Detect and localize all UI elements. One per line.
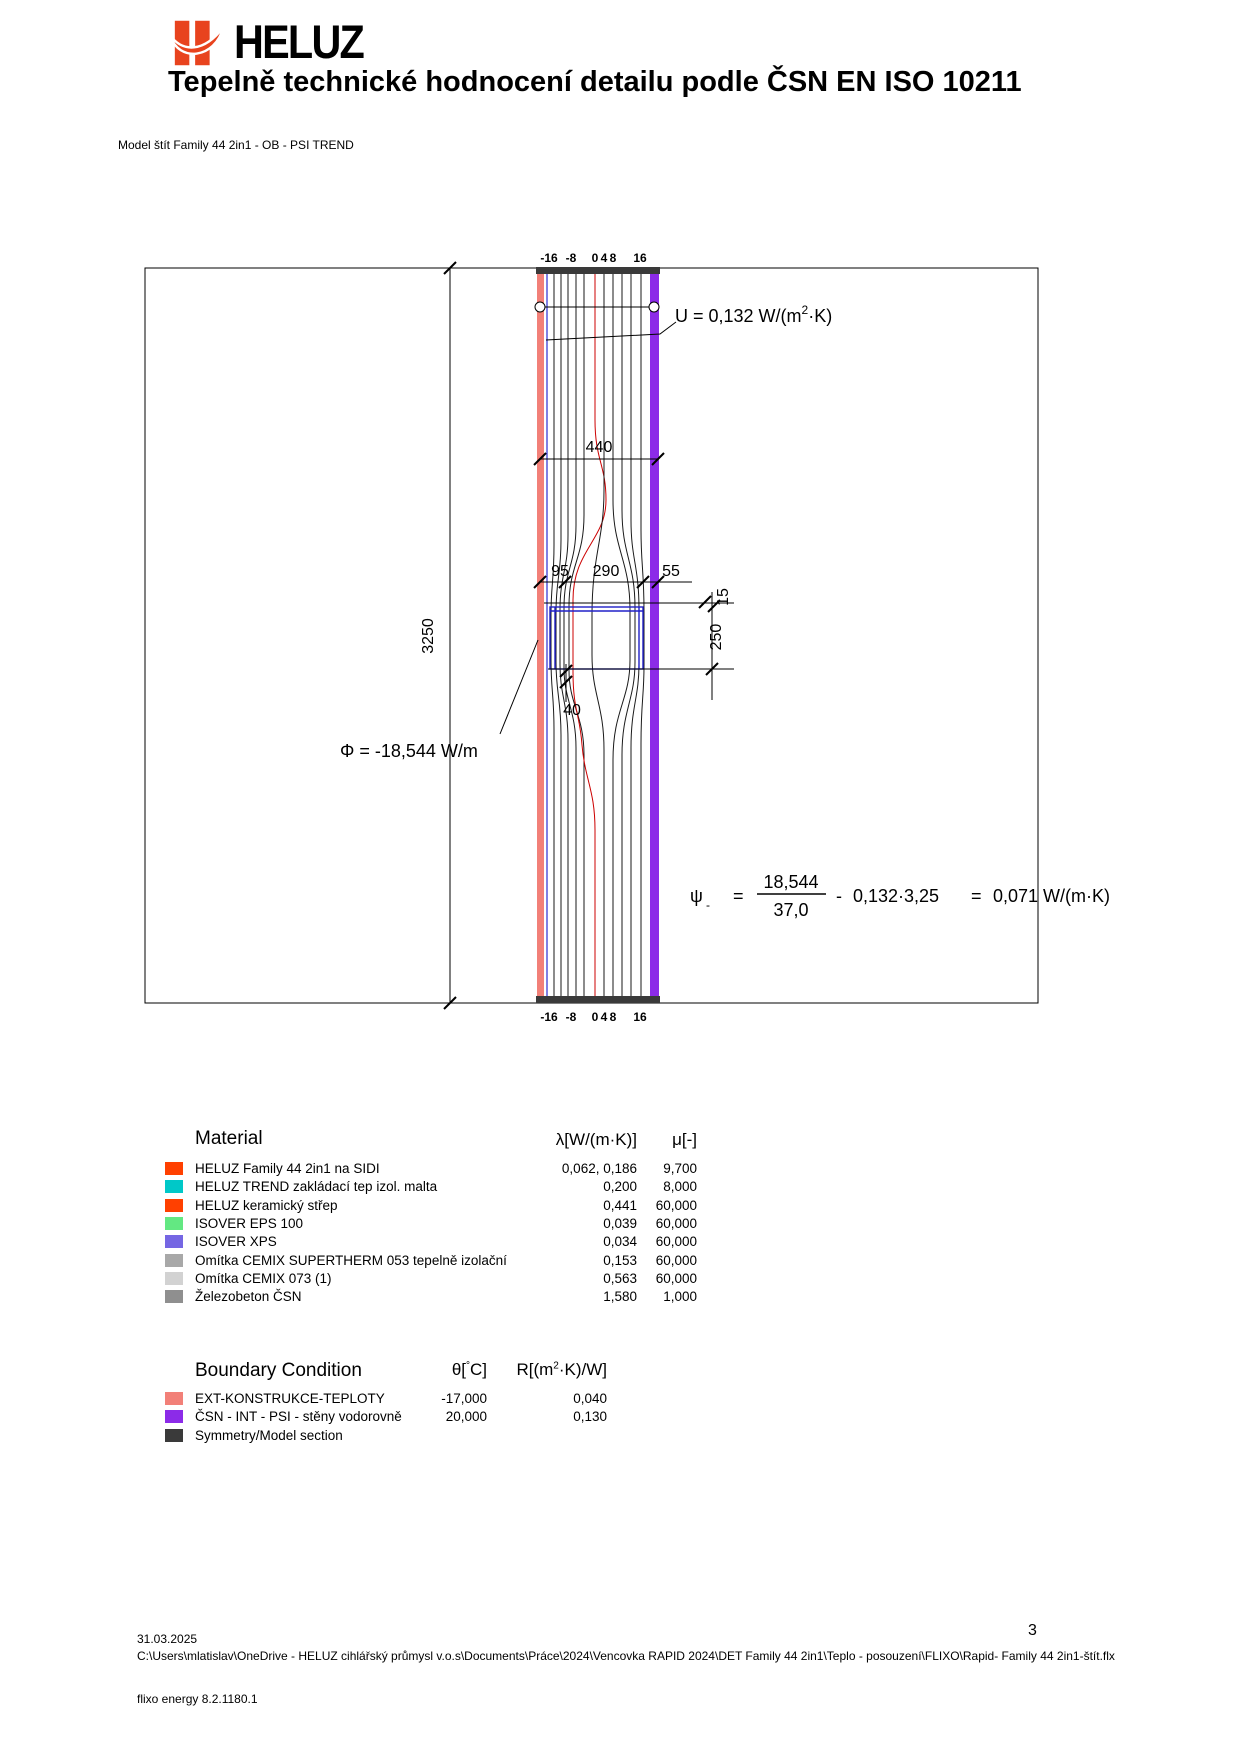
page-title: Tepelně technické hodnocení detailu podle ČSN EN ISO 10211 xyxy=(168,66,1022,98)
u-value-suffix: ·K) xyxy=(808,306,833,326)
interior-boundary-band xyxy=(650,268,659,1003)
material-lambda-value: 0,200 xyxy=(603,1179,637,1194)
psi-equals-2: = xyxy=(971,886,982,906)
dim-label-15: 15 xyxy=(715,588,732,606)
boundary-row xyxy=(0,1390,760,1408)
material-mu-value: 1,000 xyxy=(663,1289,697,1304)
material-row xyxy=(0,1233,760,1251)
u-value-label xyxy=(675,303,832,326)
dim-label-290: 290 xyxy=(592,563,620,580)
material-row xyxy=(0,1215,760,1233)
dim-label-95: 95 xyxy=(551,563,569,580)
scale-tick-bottom: -8 xyxy=(565,1010,577,1024)
material-lambda-value: 0,062, 0,186 xyxy=(561,1161,637,1176)
material-name: HELUZ Family 44 2in1 na SIDI xyxy=(195,1161,380,1176)
dim-label-40: 40 xyxy=(563,702,581,719)
r-column-header xyxy=(487,1360,607,1380)
scale-tick-bottom: 4 xyxy=(600,1010,608,1024)
material-section-title: Material xyxy=(195,1128,263,1149)
u-node-interior xyxy=(649,302,659,312)
phi-value-label: Φ = -18,544 W/m xyxy=(340,741,478,761)
mu-column-header: μ[-] xyxy=(672,1130,697,1149)
page-number: 3 xyxy=(1028,1622,1037,1639)
psi-result: 0,071 xyxy=(993,886,1039,906)
theta-header-prefix: θ[ xyxy=(451,1360,466,1379)
scale-tick-top: -8 xyxy=(565,251,577,265)
material-mu-value: 9,700 xyxy=(663,1161,697,1176)
boundary-r-value: 0,040 xyxy=(573,1391,607,1406)
dim-label-250: 250 xyxy=(708,623,725,651)
logo-wordmark: HELUZ xyxy=(234,15,364,68)
psi-numerator: 18,544 xyxy=(763,872,819,892)
boundary-section-title: Boundary Condition xyxy=(195,1360,362,1381)
material-lambda-value: 0,563 xyxy=(603,1271,637,1286)
material-mu-value: 60,000 xyxy=(655,1198,697,1213)
scale-tick-top: 0 xyxy=(591,251,599,265)
scale-tick-top: 8 xyxy=(609,251,617,265)
scale-tick-top: 16 xyxy=(633,251,647,265)
u-value-prefix: U = 0,132 W/(m xyxy=(675,306,802,326)
material-lambda-value: 0,034 xyxy=(603,1234,637,1249)
dim-tick xyxy=(699,596,711,608)
boundary-swatch xyxy=(165,1410,183,1423)
scale-tick-bottom: 8 xyxy=(609,1010,617,1024)
material-swatch xyxy=(165,1217,183,1230)
material-lambda-value: 0,039 xyxy=(603,1216,637,1231)
material-mu-value: 8,000 xyxy=(663,1179,697,1194)
boundary-row xyxy=(0,1427,760,1445)
scale-tick-bottom: 0 xyxy=(591,1010,599,1024)
footer-app-version: flixo energy 8.2.1180.1 xyxy=(137,1692,258,1706)
u-node-exterior xyxy=(535,302,545,312)
boundary-theta-value: -17,000 xyxy=(441,1391,487,1406)
psi-subscript: - xyxy=(706,898,710,912)
theta-header-superscript: ° xyxy=(466,1360,470,1372)
symmetry-section-top xyxy=(536,267,660,274)
boundary-row xyxy=(0,1408,760,1426)
material-name: ISOVER XPS xyxy=(195,1234,277,1249)
material-row xyxy=(0,1197,760,1215)
boundary-name: ČSN - INT - PSI - stěny vodorovně xyxy=(195,1409,402,1424)
material-swatch xyxy=(165,1290,183,1303)
dim-label-55: 55 xyxy=(662,563,680,580)
material-mu-value: 60,000 xyxy=(655,1271,697,1286)
boundary-name: Symmetry/Model section xyxy=(195,1428,343,1443)
psi-unit: W/(m·K) xyxy=(1043,886,1110,906)
model-subtitle: Model štít Family 44 2in1 - OB - PSI TREND xyxy=(118,138,354,152)
material-name: HELUZ TREND zakládací tep izol. malta xyxy=(195,1179,438,1194)
exterior-boundary-band xyxy=(537,268,544,1003)
theta-column-header xyxy=(377,1360,487,1380)
r-header-suffix: ·K)/W] xyxy=(558,1360,607,1379)
r-header-prefix: R[(m xyxy=(516,1360,554,1379)
footer-date: 31.03.2025 xyxy=(137,1632,198,1646)
dim-label-440: 440 xyxy=(585,439,613,456)
material-mu-value: 60,000 xyxy=(655,1216,697,1231)
isotherm-line xyxy=(592,274,604,996)
psi-equals: = xyxy=(733,886,744,906)
isotherm-line xyxy=(551,274,554,996)
scale-tick-top: -16 xyxy=(540,251,558,265)
scale-tick-bottom: -16 xyxy=(540,1010,558,1024)
dim-label-3250: 3250 xyxy=(420,618,437,654)
material-row xyxy=(0,1288,760,1306)
material-name: HELUZ keramický střep xyxy=(195,1198,338,1213)
material-mu-value: 60,000 xyxy=(655,1234,697,1249)
u-value-superscript: 2 xyxy=(801,303,809,317)
material-row xyxy=(0,1270,760,1288)
boundary-name: EXT-KONSTRUKCE-TEPLOTY xyxy=(195,1391,385,1406)
boundary-swatch xyxy=(165,1429,183,1442)
material-swatch xyxy=(165,1180,183,1193)
theta-header-suffix: C] xyxy=(470,1360,487,1379)
material-swatch xyxy=(165,1272,183,1285)
material-row xyxy=(0,1252,760,1270)
lambda-column-header: λ[W/(m·K)] xyxy=(555,1130,637,1149)
isotherm-line xyxy=(622,274,635,996)
psi-symbol: ψ xyxy=(690,886,703,906)
material-swatch xyxy=(165,1162,183,1175)
material-lambda-value: 1,580 xyxy=(603,1289,637,1304)
r-header-superscript: 2 xyxy=(553,1360,559,1372)
material-swatch xyxy=(165,1199,183,1212)
material-name: Omítka CEMIX 073 (1) xyxy=(195,1271,332,1286)
psi-denominator: 37,0 xyxy=(773,900,809,920)
material-lambda-value: 0,153 xyxy=(603,1253,637,1268)
footer-file-path: C:\Users\mlatislav\OneDrive - HELUZ cihlářský průmysl v.o.s\Documents\Práce\2024\Vencovka RAPID 2024\DET Family 44 2in1\Teplo - posouzení\FLIXO\Rapid- Family 44 2in1-štít.flx xyxy=(137,1649,1115,1663)
boundary-theta-value: 20,000 xyxy=(445,1409,487,1424)
material-name: ISOVER EPS 100 xyxy=(195,1216,304,1231)
psi-minus: - xyxy=(836,886,842,906)
material-lambda-value: 0,441 xyxy=(603,1198,637,1213)
scale-tick-bottom: 16 xyxy=(633,1010,647,1024)
material-swatch xyxy=(165,1235,183,1248)
material-name: Železobeton ČSN xyxy=(195,1289,302,1304)
scale-tick-top: 4 xyxy=(600,251,608,265)
isotherm-zero xyxy=(573,274,606,996)
material-row xyxy=(0,1160,760,1178)
material-mu-value: 60,000 xyxy=(655,1253,697,1268)
psi-term: 0,132·3,25 xyxy=(853,886,940,906)
phi-leader-line xyxy=(500,640,538,734)
material-name: Omítka CEMIX SUPERTHERM 053 tepelně izolační xyxy=(195,1253,507,1268)
boundary-swatch xyxy=(165,1392,183,1405)
isotherm-line xyxy=(564,274,576,996)
material-row xyxy=(0,1178,760,1196)
boundary-r-value: 0,130 xyxy=(573,1409,607,1424)
material-swatch xyxy=(165,1254,183,1267)
symmetry-section-bottom xyxy=(536,996,660,1003)
